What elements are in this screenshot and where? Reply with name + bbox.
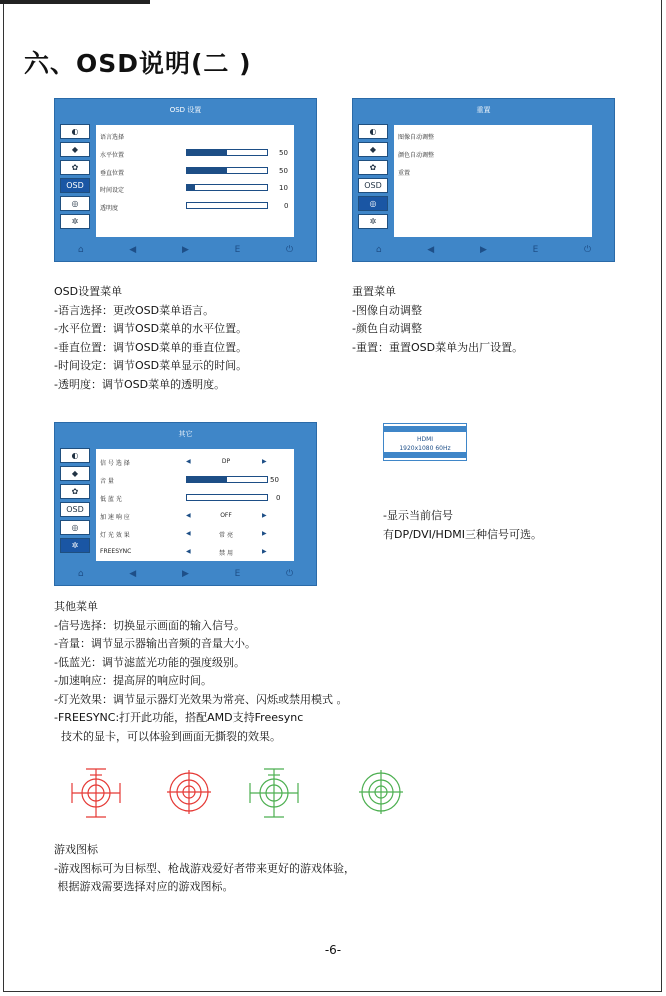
crosshair-icon-red-target[interactable] [68,765,124,821]
reset-description [352,283,523,357]
signal-description [383,507,542,544]
power-key-icon[interactable]: ⏻ [285,245,294,255]
row-label: 垂直位置 [100,170,125,177]
osd-icon[interactable]: OSD [60,178,90,193]
signal-info-box [383,423,467,461]
panel-header: 重置 [476,106,491,114]
enter-key-icon[interactable]: E [234,569,241,579]
reset-panel [352,98,615,262]
row-label: 音 量 [100,478,114,485]
text-line: -时间设定：调节OSD菜单显示的时间。 [54,359,248,372]
home-key-icon[interactable]: ⌂ [375,245,382,255]
option-value: DP [221,458,231,465]
slider-value: 50 [270,476,279,484]
crosshair-icon-red-circle[interactable] [164,767,214,817]
home-key-icon[interactable]: ⌂ [77,245,84,255]
right-arrow-icon[interactable]: ▶ [262,512,267,519]
top-bar [0,0,150,4]
text-line: 有DP/DVI/HDMI三种信号可选。 [383,527,543,541]
brightness-icon[interactable]: ◐ [60,448,90,463]
brightness-icon[interactable]: ◐ [358,124,388,139]
panel-header: 其它 [178,430,193,438]
row-label: 低 蓝 光 [100,496,122,503]
crosshair-icon-green-target[interactable] [246,765,302,821]
row-label: 加 速 响 应 [100,514,130,521]
row-label: 灯 光 效 果 [100,532,130,539]
osd-icon[interactable]: OSD [60,502,90,517]
menu-icon-column [57,124,95,232]
brightness-icon[interactable]: ◐ [60,124,90,139]
text-line: 根据游戏需要选择对应的游戏图标。 [54,880,234,893]
text-line: -信号选择：切换显示画面的输入信号。 [54,618,245,632]
signal-resolution: 1920x1080 60Hz [399,445,451,452]
panel-content [96,125,294,237]
row-label: 信 号 选 择 [100,460,130,467]
other-description [54,598,347,746]
slider-value: 50 [279,167,288,175]
color-icon[interactable]: ◆ [358,142,388,157]
page-title: 六、OSD说明(二 ) [24,49,252,78]
panel-footer [353,243,614,257]
text-line: 重置菜单 [352,285,396,298]
menu-item[interactable]: 图像自动调整 [398,134,435,141]
left-arrow-icon[interactable]: ◀ [186,458,191,465]
left-arrow-icon[interactable]: ◀ [186,530,191,537]
text-line: 其他菜单 [54,600,98,613]
other-panel [54,422,317,586]
slider-value: 0 [284,202,289,210]
text-line: -FREESYNC:打开此功能，搭配AMD支持Freesync [54,711,304,724]
right-arrow-icon[interactable]: ▶ [262,548,267,555]
power-key-icon[interactable]: ⏻ [583,245,592,255]
text-line: -颜色自动调整 [352,322,422,335]
row-label: 透明度 [100,205,119,212]
image-icon[interactable]: ✿ [60,484,90,499]
power-key-icon[interactable]: ⏻ [285,569,294,579]
left-key-icon[interactable]: ◀ [427,245,435,255]
menu-item[interactable]: 颜色自动调整 [398,152,435,159]
image-icon[interactable]: ✿ [60,160,90,175]
text-line: -语言选择：更改OSD菜单语言。 [54,303,215,317]
text-line: -游戏图标可为目标型、枪战游戏爱好者带来更好的游戏体验， [54,861,355,875]
other-settings-icon[interactable]: ✲ [358,214,388,229]
signal-source: HDMI [416,436,434,443]
slider-value: 50 [279,149,288,157]
text-line: -垂直位置：调节OSD菜单的垂直位置。 [54,340,248,354]
right-arrow-icon[interactable]: ▶ [262,458,267,465]
menu-item[interactable]: 重置 [398,170,411,177]
option-value: 禁 用 [219,550,233,557]
color-icon[interactable]: ◆ [60,466,90,481]
text-line: -低蓝光：调节滤蓝光功能的强度级别。 [54,655,245,669]
text-line: 游戏图标 [54,843,98,856]
reset-icon[interactable]: ◎ [358,196,388,211]
vertical-position-slider[interactable] [186,167,268,174]
menu-icon-column [355,124,393,232]
text-line: -水平位置：调节OSD菜单的水平位置。 [54,322,248,335]
timeout-slider[interactable] [186,184,268,191]
image-icon[interactable]: ✿ [358,160,388,175]
text-line: -重置：重置OSD菜单为出厂设置。 [352,340,524,354]
text-line: OSD设置菜单 [54,285,123,298]
enter-key-icon[interactable]: E [234,245,241,255]
text-line: -灯光效果：调节显示器灯光效果为常亮、闪烁或禁用模式 。 [54,692,348,706]
row-label: 时间设定 [100,187,125,194]
game-icon-description [54,841,355,897]
right-key-icon[interactable]: ▶ [479,245,487,255]
reset-icon[interactable]: ◎ [60,196,90,211]
slider-value: 10 [279,184,288,192]
text-line: -透明度：调节OSD菜单的透明度。 [54,377,226,391]
enter-key-icon[interactable]: E [532,245,539,255]
band-bottom [384,452,466,458]
osd-settings-panel [54,98,317,262]
volume-slider[interactable] [186,476,268,483]
text-line: -图像自动调整 [352,303,422,317]
left-arrow-icon[interactable]: ◀ [186,548,191,555]
text-line: -显示当前信号 [383,509,453,522]
crosshair-icon-green-circle[interactable] [356,767,406,817]
panel-header: OSD 设置 [169,106,202,114]
text-line: -音量：调节显示器输出音频的音量大小。 [54,637,256,650]
other-settings-icon[interactable]: ✲ [60,214,90,229]
other-settings-icon[interactable]: ✲ [60,538,90,553]
osd-settings-description [54,283,247,394]
row-label: FREESYNC [100,548,132,555]
panel-footer [55,567,316,581]
right-key-icon[interactable]: ▶ [181,245,189,255]
option-value: 常 亮 [219,532,233,539]
panel-content [394,125,592,237]
home-key-icon[interactable]: ⌂ [77,569,84,579]
band-top [384,426,466,432]
option-value: OFF [220,512,232,519]
osd-icon[interactable]: OSD [358,178,388,193]
low-blue-light-slider[interactable] [186,494,268,501]
left-key-icon[interactable]: ◀ [129,245,137,255]
reset-icon[interactable]: ◎ [60,520,90,535]
panel-content [96,449,294,561]
menu-icon-column [57,448,95,556]
text-line: -加速响应：提高屏的响应时间。 [54,674,212,687]
right-key-icon[interactable]: ▶ [181,569,189,579]
text-line: 技术的显卡，可以体验到画面无撕裂的效果。 [54,729,281,743]
page-number: -6- [324,943,342,957]
horizontal-position-slider[interactable] [186,149,268,156]
transparency-slider[interactable] [186,202,268,209]
slider-value: 0 [276,494,281,502]
row-label: 水平位置 [100,152,125,159]
color-icon[interactable]: ◆ [60,142,90,157]
panel-footer [55,243,316,257]
left-key-icon[interactable]: ◀ [129,569,137,579]
right-arrow-icon[interactable]: ▶ [262,530,267,537]
row-label: 语言选择 [100,134,125,141]
left-arrow-icon[interactable]: ◀ [186,512,191,519]
